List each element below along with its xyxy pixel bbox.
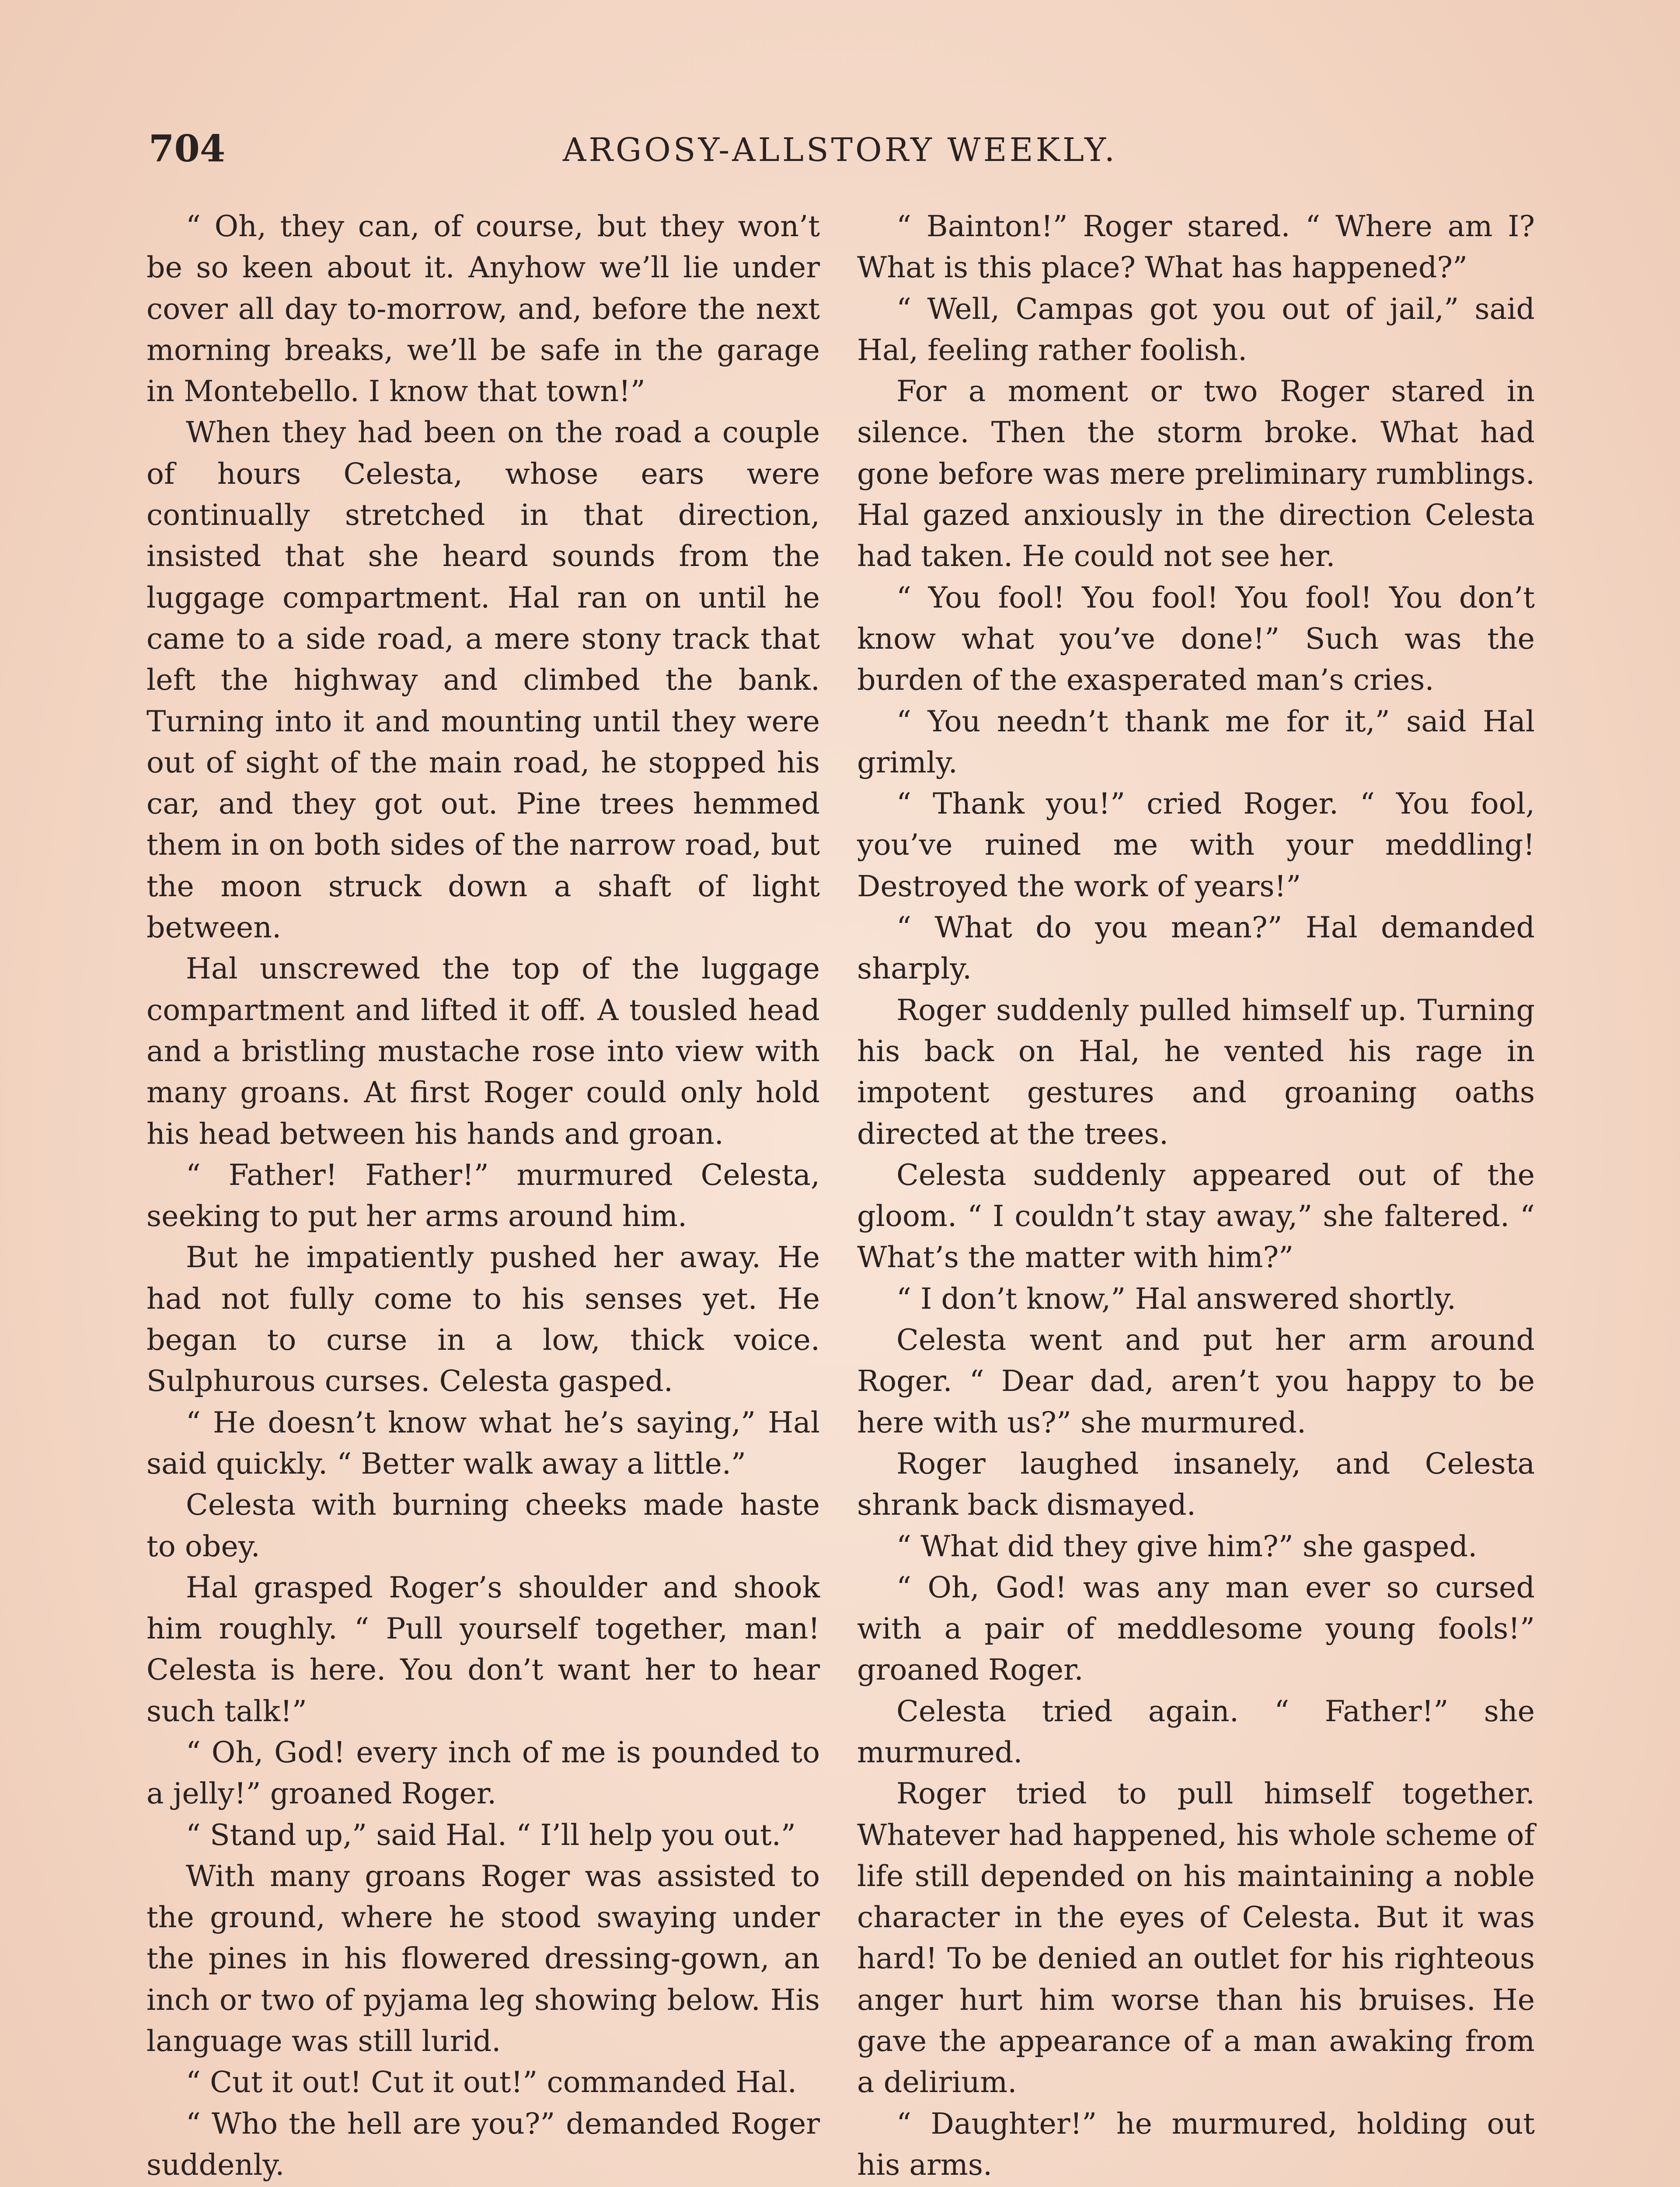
left-column (146, 206, 820, 2187)
paragraph: “ What did they give him?” she gasped. (896, 1529, 1478, 1563)
running-head: ARGOSY-ALLSTORY WEEKLY. (562, 131, 1118, 169)
paragraph: With many groans Roger was assisted to the ground, where he stood swaying under the pines in his flowered dressing-gown, an inch or two of pyjama leg showing below. His language was still lurid. (146, 1859, 820, 2058)
paragraph: “ He doesn’t know what he’s saying,” Hal said quickly. “ Better walk away a little.” (146, 1405, 820, 1481)
paragraph: Celesta went and put her arm around Roger. “ Dear dad, aren’t you happy to be here with us?” she murmured. (857, 1323, 1535, 1439)
paragraph: “ Cut it out! Cut it out!” commanded Hal. (186, 2065, 797, 2100)
paragraph: “ Father! Father!” murmured Celesta, seeking to put her arms around him. (146, 1157, 820, 1233)
paragraph: Celesta suddenly appeared out of the gloom. “ I couldn’t stay away,” she faltered. “ What’s the matter with him?” (857, 1157, 1535, 1275)
paragraph: For a moment or two Roger stared in silence. Then the storm broke. What had gone before was mere preliminary rumblings. Hal gazed anxiously in the direction Celesta had taken. He could not see her. (857, 374, 1535, 573)
paragraph: Roger suddenly pulled himself up. Turning his back on Hal, he vented his rage in impotent gestures and groaning oaths directed at the trees. (857, 992, 1535, 1151)
page-number: 704 (149, 127, 226, 170)
paragraph: “ You fool! You fool! You fool! You don’t know what you’ve done!” Such was the burden of the exasperated man’s cries. (857, 580, 1535, 697)
paragraph (857, 2185, 1535, 2187)
paragraph: Celesta with burning cheeks made haste to obey. (146, 1488, 820, 1563)
paragraph: “ You needn’t thank me for it,” said Hal grimly. (857, 704, 1535, 779)
paragraph: “ What do you mean?” Hal demanded sharply. (857, 910, 1535, 986)
paragraph (146, 2185, 820, 2187)
paragraph: But he impatiently pushed her away. He had not fully come to his senses yet. He began to curse in a low, thick voice. Sulphurous curses. Celesta gasped. (146, 1240, 820, 1398)
paragraph: “ Thank you!” cried Roger. “ You fool, you’ve ruined me with your meddling! Destroyed the work of years!” (857, 786, 1535, 903)
paragraph: “ Well, Campas got you out of jail,” said Hal, feeling rather foolish. (857, 291, 1535, 367)
paragraph: “ Oh, God! every inch of me is pounded to a jelly!” groaned Roger. (146, 1735, 820, 1811)
paragraph: “ Who the hell are you?” demanded Roger suddenly. (146, 2106, 820, 2182)
paragraph: “ Oh, they can, of course, but they won’t be so keen about it. Anyhow we’ll lie under cover all day to-morrow, and, before the next morning breaks, we’ll be safe in the garage in Montebello. I know that town!” (146, 209, 820, 409)
paragraph: Hal unscrewed the top of the luggage compartment and lifted it off. A tousled head and a bristling mustache rose into view with many groans. At first Roger could only hold his head between his hands and groan. (146, 951, 820, 1151)
paragraph: “ Bainton!” Roger stared. “ Where am I? What is this place? What has happened?” (857, 209, 1535, 285)
paragraph: “ Oh, God! was any man ever so cursed with a pair of meddlesome young fools!” groaned Roger. (857, 1570, 1535, 1687)
paragraph: When they had been on the road a couple of hours Celesta, whose ears were continually stretched in that direction, insisted that she heard sounds from the luggage compartment. Hal ran on until he came to a side road, a mere stony track that left the highway and climbed the bank. Turning into it and mounting until they were out of sight of the main road, he stopped his car, and they got out. Pine trees hemmed them in on both sides of the narrow road, but the moon struck down a shaft of light between. (146, 415, 820, 945)
paragraph: “ Daughter!” he murmured, holding out his arms. (857, 2106, 1535, 2182)
paragraph: “ Stand up,” said Hal. “ I’ll help you out.” (186, 1817, 796, 1852)
paragraph: Celesta tried again. “ Father!” she murmured. (857, 1694, 1535, 1769)
paragraph: Roger laughed insanely, and Celesta shrank back dismayed. (857, 1446, 1535, 1522)
right-column (857, 206, 1535, 2187)
paragraph: “ I don’t know,” Hal answered shortly. (896, 1281, 1456, 1316)
paragraph: Roger tried to pull himself together. Whatever had happened, his whole scheme of life still depended on his maintaining a noble character in the eyes of Celesta. But it was hard! To be denied an outlet for his righteous anger hurt him worse than his bruises. He gave the appearance of a man awaking from a delirium. (857, 1776, 1535, 2100)
paragraph: Hal grasped Roger’s shoulder and shook him roughly. “ Pull yourself together, man! Celesta is here. You don’t want her to hear such talk!” (146, 1570, 820, 1728)
